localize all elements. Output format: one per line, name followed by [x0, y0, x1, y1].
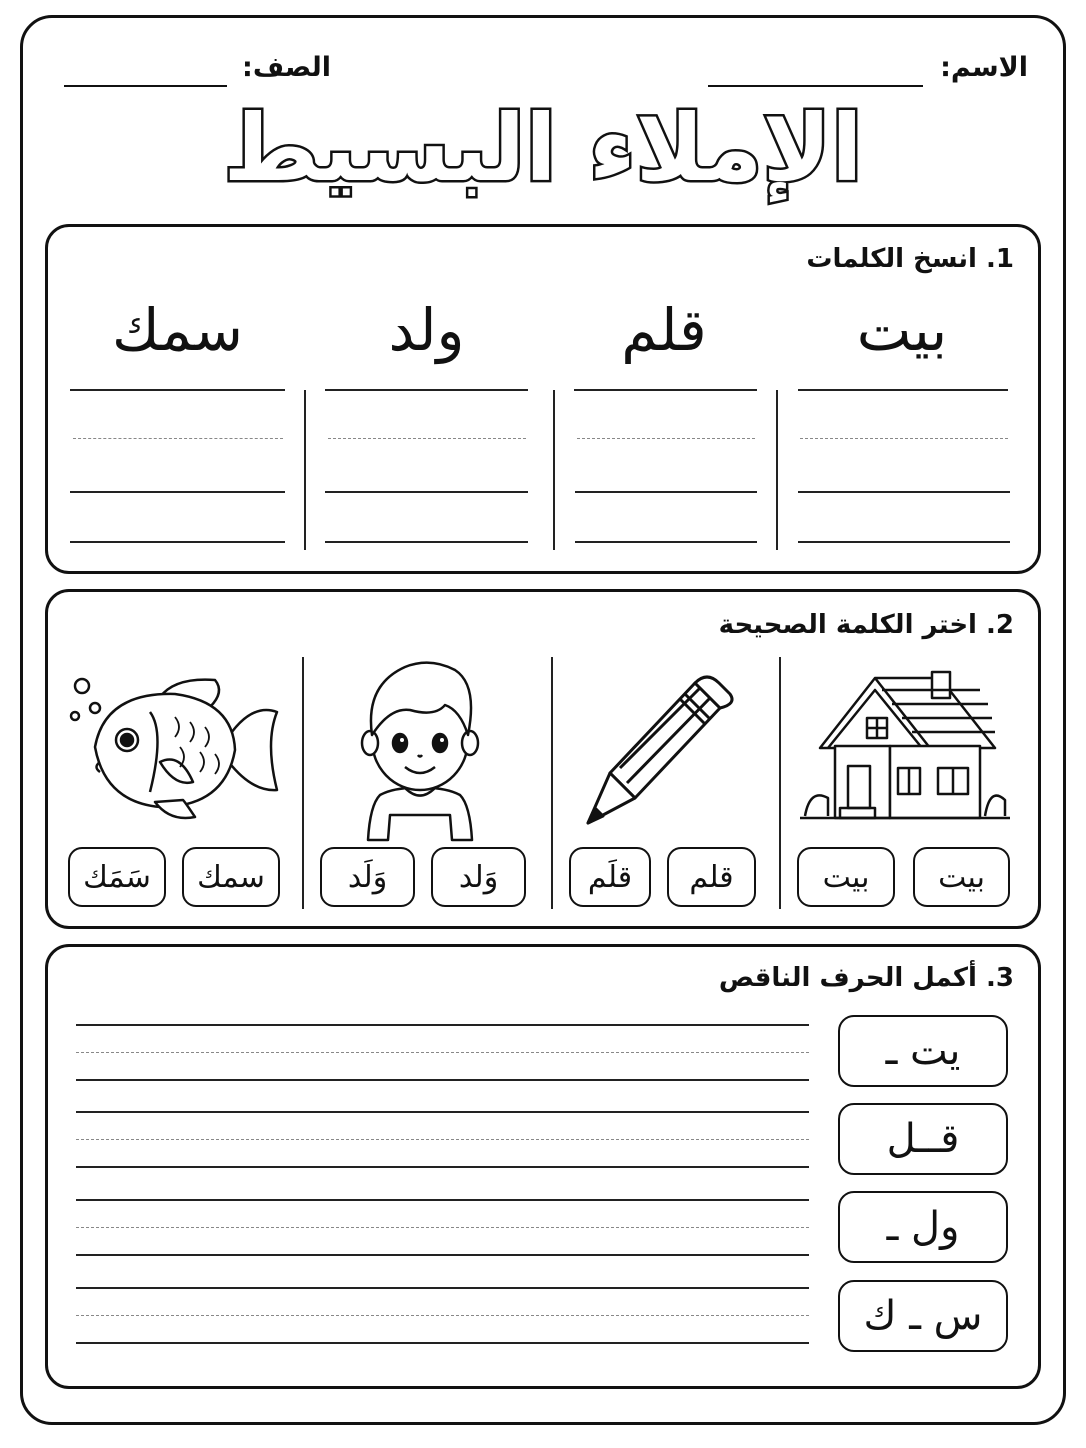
column-divider [776, 390, 778, 550]
missing-letter-title: 3. أكمل الحرف الناقص [718, 963, 1014, 993]
column-divider [553, 390, 555, 550]
option-house-2[interactable]: بيت [797, 847, 895, 907]
pencil-icon [585, 668, 735, 828]
missing-word-box: ول ـ [838, 1191, 1008, 1263]
option-fish-1[interactable]: سمك [182, 847, 280, 907]
copy-words-section [45, 224, 1041, 574]
column-divider [302, 657, 304, 909]
missing-word-box: قــل [838, 1103, 1008, 1175]
copy-words-title: 1. انسخ الكلمات [806, 244, 1014, 274]
page-title: الإملاء البسيط [223, 95, 863, 202]
column-divider [551, 657, 553, 909]
copy-word-fish: سمك [111, 296, 243, 364]
copy-word-house: بيت [856, 296, 948, 364]
fish-icon [65, 672, 285, 822]
name-label: الاسم: [940, 52, 1028, 83]
option-boy-2[interactable]: وَلَد [320, 847, 415, 907]
option-pencil-1[interactable]: قلم [667, 847, 756, 907]
class-label: الصف: [242, 52, 331, 83]
missing-word-box: يت ـ [838, 1015, 1008, 1087]
option-boy-1[interactable]: وَلد [431, 847, 526, 907]
house-icon [800, 668, 1010, 828]
option-fish-2[interactable]: سَمَك [68, 847, 166, 907]
class-field[interactable] [64, 85, 227, 87]
option-house-1[interactable]: بيت [913, 847, 1010, 907]
column-divider [779, 657, 781, 909]
copy-word-boy: ولد [388, 296, 465, 364]
choose-word-title: 2. اختر الكلمة الصحيحة [718, 610, 1014, 640]
column-divider [304, 390, 306, 550]
missing-word-box: س ـ ك [838, 1280, 1008, 1352]
copy-word-pencil: قلم [621, 296, 707, 364]
option-pencil-2[interactable]: قلَم [569, 847, 651, 907]
boy-icon [350, 655, 490, 840]
name-field[interactable] [708, 85, 923, 87]
